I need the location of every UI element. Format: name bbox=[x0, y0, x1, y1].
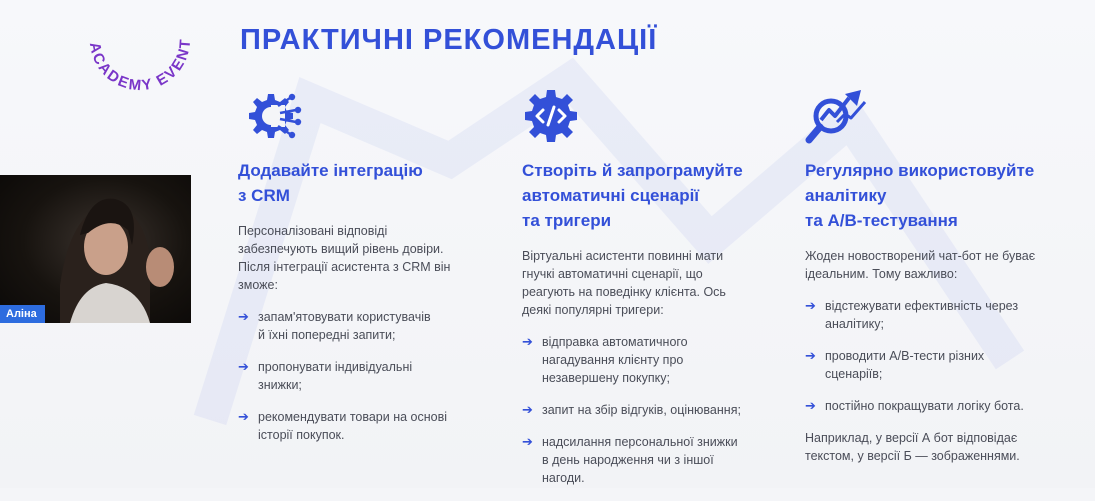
intro-line: гнучкі автоматичні сценарії, що bbox=[522, 267, 703, 281]
bullet-item bbox=[805, 347, 1085, 383]
arrow-icon: ➔ bbox=[238, 409, 249, 424]
bullet-line: в день народження чи з іншої bbox=[542, 453, 714, 467]
bullet-item bbox=[238, 408, 498, 444]
bullet-line: нагоди. bbox=[542, 471, 585, 485]
bullet-line: нагадування клієнту про bbox=[542, 353, 684, 367]
bullet-line: постійно покращувати логіку бота. bbox=[825, 399, 1024, 413]
arrow-icon: ➔ bbox=[805, 298, 816, 313]
intro-line: Після інтеграції асистента з CRM він bbox=[238, 260, 451, 274]
bullet-list bbox=[238, 308, 498, 444]
arrow-icon: ➔ bbox=[238, 359, 249, 374]
arrow-icon: ➔ bbox=[805, 348, 816, 363]
bullet-line: запам'ятовувати користувачів bbox=[258, 310, 431, 324]
bullet-line: запит на збір відгуків, оцінювання; bbox=[542, 403, 741, 417]
column-intro bbox=[238, 222, 498, 294]
bullet-line: знижки; bbox=[258, 378, 302, 392]
recommendation-column-crm bbox=[238, 88, 498, 458]
bullet-list bbox=[522, 333, 784, 487]
bullet-line: відправка автоматичного bbox=[542, 335, 688, 349]
code-gear-icon bbox=[522, 88, 588, 148]
arrow-icon: ➔ bbox=[805, 398, 816, 413]
bullet-item bbox=[522, 401, 784, 419]
participant-video-tile[interactable] bbox=[0, 175, 191, 323]
arrow-icon: ➔ bbox=[522, 434, 533, 449]
intro-line: Персоналізовані відповіді bbox=[238, 224, 388, 238]
intro-line: Віртуальні асистенти повинні мати bbox=[522, 249, 724, 263]
column-heading bbox=[522, 158, 784, 233]
bullet-list bbox=[805, 297, 1085, 415]
analytics-chart-icon bbox=[805, 88, 871, 148]
outro-line: текстом, у версії Б — зображеннями. bbox=[805, 449, 1020, 463]
bullet-item bbox=[522, 433, 784, 487]
recommendation-column-analytics bbox=[805, 88, 1085, 465]
svg-text:ACADEMY EVENT: ACADEMY EVENT bbox=[85, 36, 195, 95]
heading-line: з CRM bbox=[238, 186, 290, 205]
bullet-item bbox=[805, 397, 1085, 415]
heading-line: та A/B-тестування bbox=[805, 211, 958, 230]
heading-line: Створіть й запрограмуйте bbox=[522, 161, 743, 180]
heading-line: та тригери bbox=[522, 211, 612, 230]
bullet-item bbox=[522, 333, 784, 387]
bullet-line: надсилання персональної знижки bbox=[542, 435, 738, 449]
column-heading bbox=[238, 158, 498, 208]
slide-title: ПРАКТИЧНІ РЕКОМЕНДАЦІЇ bbox=[240, 24, 658, 56]
bullet-line: незавершену покупку; bbox=[542, 371, 670, 385]
arrow-icon: ➔ bbox=[522, 334, 533, 349]
intro-line: реагують на поведінку клієнта. Ось bbox=[522, 285, 726, 299]
bullet-line: історії покупок. bbox=[258, 428, 345, 442]
column-intro bbox=[805, 247, 1085, 283]
bullet-line: проводити A/B-тести різних bbox=[825, 349, 985, 363]
intro-line: забезпечують вищий рівень довіри. bbox=[238, 242, 444, 256]
participant-silhouette bbox=[0, 175, 191, 323]
intro-line: ідеальним. Тому важливо: bbox=[805, 267, 958, 281]
bullet-item bbox=[805, 297, 1085, 333]
arrow-icon: ➔ bbox=[522, 402, 533, 417]
recommendation-column-scenarios bbox=[522, 88, 784, 501]
arrow-icon: ➔ bbox=[238, 309, 249, 324]
heading-line: Додавайте інтеграцію bbox=[238, 161, 423, 180]
academy-event-logo bbox=[70, 0, 210, 110]
bullet-line: рекомендувати товари на основі bbox=[258, 410, 448, 424]
bullet-line: й їхні попередні запити; bbox=[258, 328, 396, 342]
intro-line: деякі популярні тригери: bbox=[522, 303, 664, 317]
bullet-item bbox=[238, 358, 498, 394]
column-intro bbox=[522, 247, 784, 319]
bullet-line: сценаріїв; bbox=[825, 367, 883, 381]
gear-circuit-icon bbox=[238, 88, 304, 148]
outro-line: Наприклад, у версії А бот відповідає bbox=[805, 431, 1018, 445]
bullet-line: відстежувати ефективність через bbox=[825, 299, 1019, 313]
column-heading bbox=[805, 158, 1085, 233]
intro-line: зможе: bbox=[238, 278, 278, 292]
heading-line: автоматичні сценарії bbox=[522, 186, 700, 205]
bullet-line: аналітику; bbox=[825, 317, 884, 331]
participant-name-tag: Аліна bbox=[0, 305, 45, 323]
bullet-item bbox=[238, 308, 498, 344]
heading-line: Регулярно використовуйте bbox=[805, 161, 1035, 180]
column-outro bbox=[805, 429, 1085, 465]
bullet-line: пропонувати індивідуальні bbox=[258, 360, 413, 374]
intro-line: Жоден новостворений чат-бот не буває bbox=[805, 249, 1036, 263]
heading-line: аналітику bbox=[805, 186, 887, 205]
